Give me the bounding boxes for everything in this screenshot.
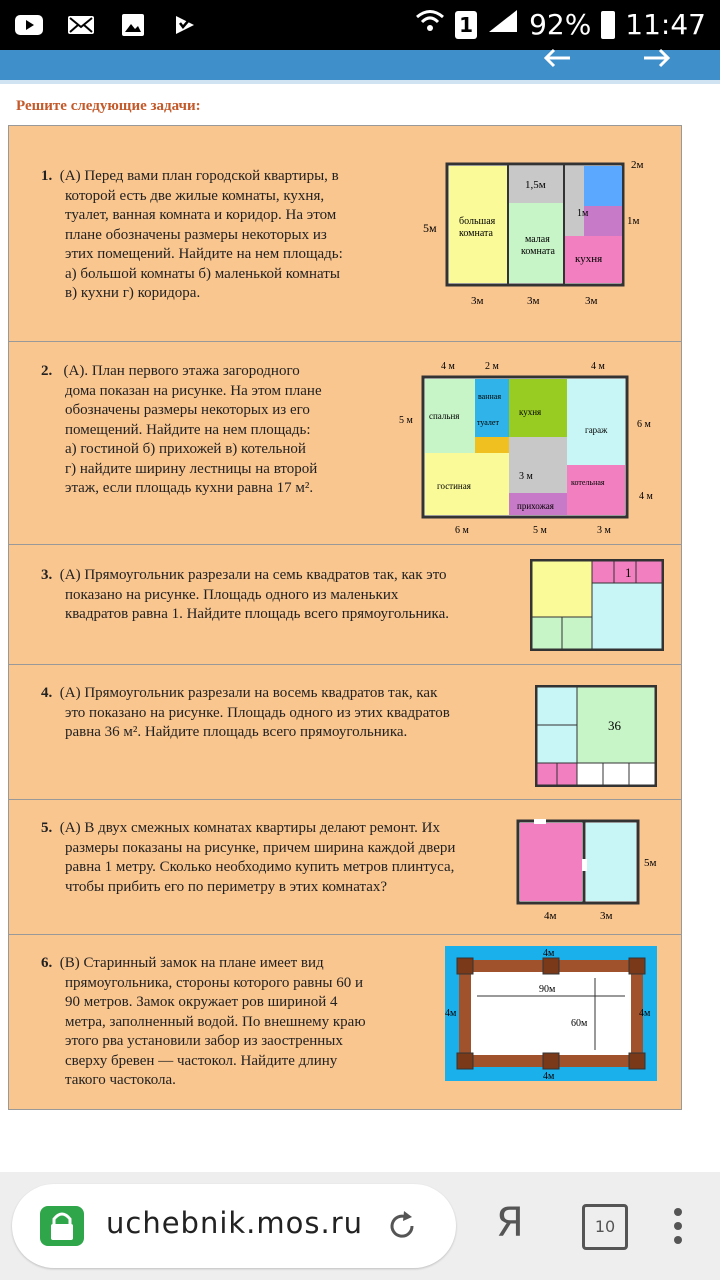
task-line: туалет, ванная комната и коридор. На этом	[65, 207, 337, 223]
task-line: плане обозначены размеры некоторых из	[65, 226, 327, 243]
task-line: в) кухни г) коридора.	[65, 285, 201, 301]
task-line: сверху бревен — частокол. Найдите длину	[65, 1052, 338, 1069]
label-90m: 90м	[539, 984, 556, 995]
task-line: равна 1 метру. Сколько необходимо купить метров плинтуса,	[65, 859, 455, 875]
task-6	[9, 934, 681, 1109]
label-1-5m: 1,5м	[525, 179, 546, 191]
task-line: г) найдите ширину лестницы на второй	[65, 460, 318, 477]
label-4m-right: 4 м	[639, 491, 653, 502]
label-small-room-2: комната	[521, 246, 555, 257]
label-2m-top: 2 м	[485, 361, 499, 372]
task-number: 5.	[41, 820, 53, 836]
youtube-notification-icon	[14, 12, 44, 38]
label-area-1: 1	[625, 565, 632, 580]
label-6m-bottom: 6 м	[455, 525, 469, 536]
apartment-plan-figure	[421, 154, 661, 314]
label-3m-bottom: 3 м	[597, 525, 611, 536]
label-3m-1: 3м	[471, 295, 484, 307]
label-4m-left: 4м	[445, 1008, 457, 1019]
task-2	[9, 341, 681, 545]
app-bar-edge	[0, 80, 720, 84]
task-3-text	[41, 566, 449, 625]
task-line: помещений. Найдите на нем площадь:	[65, 421, 311, 438]
label-4m: 4м	[544, 910, 557, 922]
label-5m-bottom: 5 м	[533, 525, 547, 536]
label-3m-stairs: 3 м	[519, 471, 533, 482]
label-boiler: котельная	[571, 478, 605, 487]
label-big-room: большая	[459, 216, 496, 227]
label-kitchen-2: кухня	[519, 407, 542, 417]
label-bathroom: ванная	[478, 392, 502, 401]
task-1-text	[41, 167, 343, 304]
label-small-room: малая	[525, 234, 550, 245]
task-line: (А) Перед вами план городской квартиры, в	[59, 168, 339, 184]
task-2-text	[41, 362, 322, 499]
task-line: квадратов равна 1. Найдите площадь всего прямоугольника.	[65, 606, 449, 622]
label-5m: 5м	[644, 857, 657, 869]
task-5	[9, 799, 681, 935]
task-line: прямоугольника, стороны которого равны 60 и	[65, 974, 363, 991]
app-bar	[0, 50, 720, 84]
label-4m-bottom: 4м	[543, 1071, 555, 1081]
task-line: (В) Старинный замок на плане имеет вид	[59, 955, 324, 971]
task-line: которой есть две жилые комнаты, кухня,	[65, 187, 325, 204]
clock: 11:47	[625, 8, 706, 41]
task-number: 6.	[41, 955, 53, 971]
app-notification-icon	[170, 12, 200, 38]
task-line: это показано на рисунке. Площадь одного из этих квадратов	[65, 704, 450, 721]
label-60m: 60м	[571, 1018, 588, 1029]
task-number: 3.	[41, 567, 53, 583]
task-line: (А). План первого этажа загородного	[59, 363, 300, 379]
task-line: обозначены размеры некоторых из его	[65, 402, 310, 418]
signal-icon	[487, 8, 519, 41]
task-4-text	[41, 684, 450, 743]
label-4m-top: 4 м	[441, 361, 455, 372]
menu-icon[interactable]	[668, 1206, 688, 1251]
task-line: показано на рисунке. Площадь одного из маленьких	[65, 586, 399, 603]
task-line: равна 36 м². Найдите площадь всего прямоугольника.	[65, 724, 408, 740]
reload-icon[interactable]	[384, 1208, 420, 1249]
eight-squares-figure	[534, 684, 660, 788]
task-line: а) большой комнаты б) маленькой комнаты	[65, 265, 340, 282]
task-line: этого рва установили забор из заостренных	[65, 1033, 343, 1049]
task-line: а) гостиной б) прихожей в) котельной	[65, 441, 306, 457]
castle-plan-figure	[445, 946, 657, 1081]
task-number: 1.	[41, 168, 53, 184]
task-line: дома показан на рисунке. На этом плане	[65, 382, 322, 399]
task-sheet	[8, 125, 682, 1110]
label-4m-right: 4м	[639, 1008, 651, 1019]
label-bedroom: спальня	[429, 411, 460, 421]
label-5m-left: 5 м	[399, 415, 413, 426]
browser-bottom-bar	[0, 1172, 720, 1280]
label-1m-right: 1м	[627, 215, 640, 227]
task-line: (А) Прямоугольник разрезали на восемь квадратов так, как	[59, 685, 438, 701]
lock-icon	[40, 1206, 84, 1246]
task-5-text	[41, 819, 455, 897]
address-bar[interactable]	[12, 1184, 456, 1268]
back-arrow-icon[interactable]	[540, 44, 574, 73]
task-number: 2.	[41, 363, 53, 379]
task-6-text	[41, 954, 366, 1091]
label-hall: прихожая	[517, 501, 554, 511]
url-text[interactable]: uchebnik.mos.ru	[106, 1206, 364, 1240]
label-toilet: туалет	[477, 418, 499, 427]
task-line: размеры показаны на рисунке, причем ширина каждой двери	[65, 839, 456, 856]
sim-icon: 1	[455, 11, 477, 39]
two-rooms-figure	[514, 819, 674, 927]
label-1m: 1м	[577, 208, 589, 219]
label-3m-2: 3м	[527, 295, 540, 307]
label-area-36: 36	[608, 718, 621, 733]
task-line: метра, заполненный водой. По внешнему краю	[65, 1013, 366, 1030]
task-1	[9, 126, 681, 342]
task-line: чтобы прибить его по периметру в этих комнатах?	[65, 878, 388, 895]
mail-notification-icon	[66, 12, 96, 38]
label-3m-3: 3м	[585, 295, 598, 307]
yandex-button[interactable]: Я	[496, 1200, 524, 1246]
house-plan-figure	[391, 353, 681, 543]
task-3	[9, 544, 681, 665]
task-line: такого частокола.	[65, 1072, 176, 1088]
label-5m: 5м	[423, 221, 437, 235]
task-line: (А) Прямоугольник разрезали на семь квадратов так, как это	[59, 567, 447, 583]
task-number: 4.	[41, 685, 53, 701]
task-line: этих помещений. Найдите на нем площадь:	[65, 246, 343, 262]
label-garage: гараж	[585, 425, 608, 435]
gallery-notification-icon	[118, 12, 148, 38]
tabs-button[interactable]: 10	[582, 1204, 628, 1250]
forward-arrow-icon[interactable]	[640, 44, 674, 73]
task-4	[9, 664, 681, 800]
wifi-icon	[415, 8, 445, 41]
label-4m-top: 4м	[543, 948, 555, 959]
page-heading: Решите следующие задачи:	[16, 98, 201, 114]
label-6m-right: 6 м	[637, 419, 651, 430]
label-2m: 2м	[631, 159, 644, 171]
label-4m-top-right: 4 м	[591, 361, 605, 372]
battery-icon	[601, 11, 615, 39]
label-kitchen: кухня	[575, 253, 603, 265]
label-living: гостиная	[437, 481, 471, 491]
status-bar	[0, 0, 720, 50]
seven-squares-figure	[529, 558, 669, 654]
task-line: этаж, если площадь кухни равна 17 м².	[65, 480, 314, 496]
task-line: (А) В двух смежных комнатах квартиры делают ремонт. Их	[59, 820, 440, 836]
task-line: 90 метров. Замок окружает ров шириной 4	[65, 994, 338, 1010]
label-3m: 3м	[600, 910, 613, 922]
label-big-room-2: комната	[459, 228, 493, 239]
battery-percent: 92%	[529, 8, 592, 41]
